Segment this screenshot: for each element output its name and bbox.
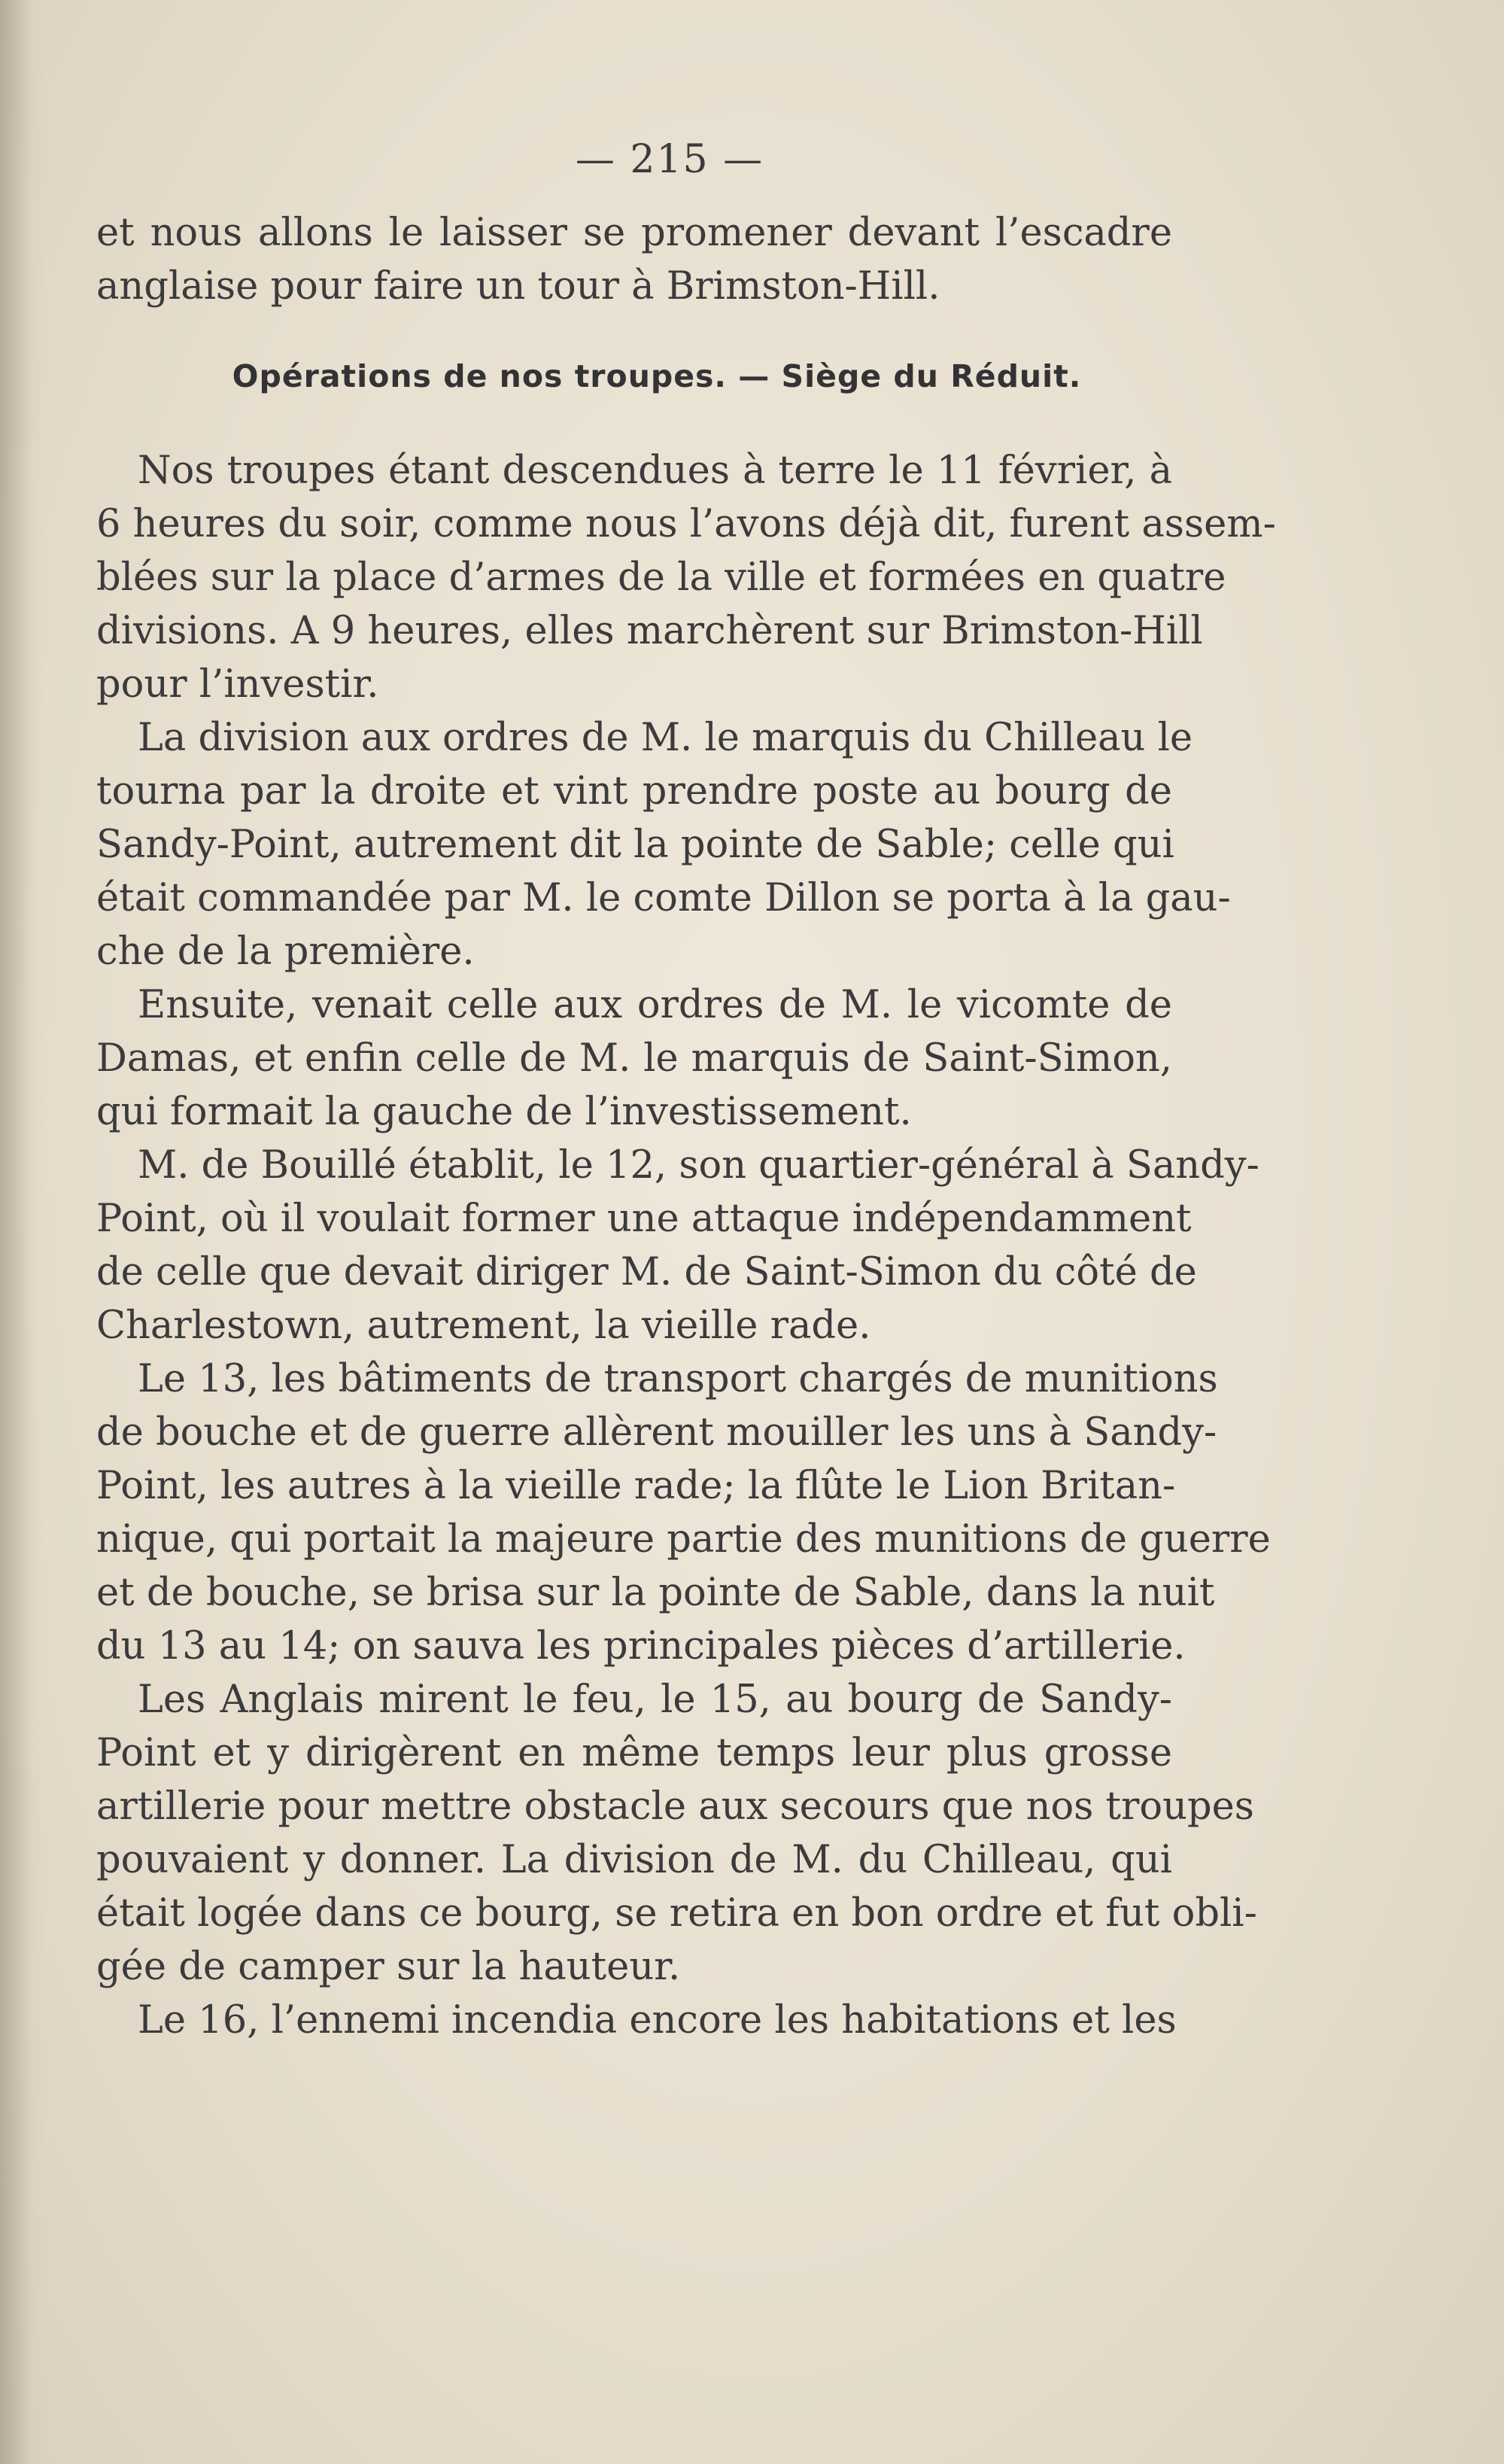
page-number: — 215 — [575, 137, 764, 182]
text-line: et nous allons le laisser se promener devant l’escadre [96, 211, 1172, 255]
text-line: pouvaient y donner. La division de M. du Chilleau, qui [96, 1838, 1172, 1882]
text-line: était logée dans ce bourg, se retira en bon ordre et fut obli- [96, 1891, 1257, 1936]
text-line: blées sur la place d’armes de la ville et formées en quatre [96, 555, 1226, 600]
text-line: Point et y dirigèrent en même temps leur plus grosse [96, 1731, 1172, 1775]
text-line: Les Anglais mirent le feu, le 15, au bourg de Sandy- [138, 1678, 1172, 1722]
paragraph [96, 1673, 1257, 1994]
paragraph [96, 978, 1172, 1139]
text-line: du 13 au 14; on sauva les principales pièces d’artillerie. [96, 1624, 1186, 1669]
paragraph-continuation [96, 206, 1172, 313]
paragraph [96, 1352, 1271, 1673]
text-line: de bouche et de guerre allèrent mouiller les uns à Sandy- [96, 1410, 1217, 1455]
text-line: de celle que devait diriger M. de Saint-Simon du côté de [96, 1250, 1197, 1294]
text-line: La division aux ordres de M. le marquis du Chilleau le [138, 716, 1193, 760]
text-line: nique, qui portait la majeure partie des munitions de guerre [96, 1517, 1271, 1562]
text-body [96, 206, 1276, 2047]
page-gutter-shadow [0, 0, 45, 2464]
section-heading: Opérations de nos troupes. — Siège du Réduit. [232, 358, 1082, 394]
text-line: gée de camper sur la hauteur. [96, 1945, 681, 1989]
paragraph [96, 711, 1231, 978]
text-line: et de bouche, se brisa sur la pointe de Sable, dans la nuit [96, 1571, 1215, 1615]
text-line: anglaise pour faire un tour à Brimston-Hill. [96, 264, 940, 309]
paragraph [96, 1994, 1177, 2047]
text-line: qui formait la gauche de l’investissement. [96, 1090, 912, 1134]
text-line: Damas, et enfin celle de M. le marquis de Saint-Simon, [96, 1036, 1172, 1081]
text-line: Point, où il voulait former une attaque indépendamment [96, 1197, 1192, 1241]
text-line: Charlestown, autrement, la vieille rade. [96, 1303, 871, 1348]
paragraph [96, 444, 1276, 711]
text-line: che de la première. [96, 929, 475, 974]
text-line: était commandée par M. le comte Dillon se porta à la gau- [96, 876, 1231, 920]
text-line: Le 13, les bâtiments de transport chargés de munitions [138, 1357, 1218, 1401]
paragraph [96, 1139, 1259, 1352]
text-line: 6 heures du soir, comme nous l’avons déjà dit, furent assem- [96, 502, 1276, 546]
text-line: artillerie pour mettre obstacle aux secours que nos troupes [96, 1784, 1254, 1829]
text-line: Sandy-Point, autrement dit la pointe de Sable; celle qui [96, 823, 1174, 867]
text-line: Ensuite, venait celle aux ordres de M. le vicomte de [138, 983, 1172, 1027]
text-line: divisions. A 9 heures, elles marchèrent sur Brimston-Hill [96, 609, 1203, 653]
text-line: Le 16, l’ennemi incendia encore les habitations et les [138, 1998, 1177, 2043]
text-line: Nos troupes étant descendues à terre le 11 février, à [138, 449, 1172, 493]
text-line: tourna par la droite et vint prendre poste au bourg de [96, 769, 1172, 814]
text-line: Point, les autres à la vieille rade; la flûte le Lion Britan- [96, 1464, 1176, 1508]
text-line: M. de Bouillé établit, le 12, son quartier-général à Sandy- [138, 1143, 1259, 1188]
text-line: pour l’investir. [96, 662, 379, 707]
